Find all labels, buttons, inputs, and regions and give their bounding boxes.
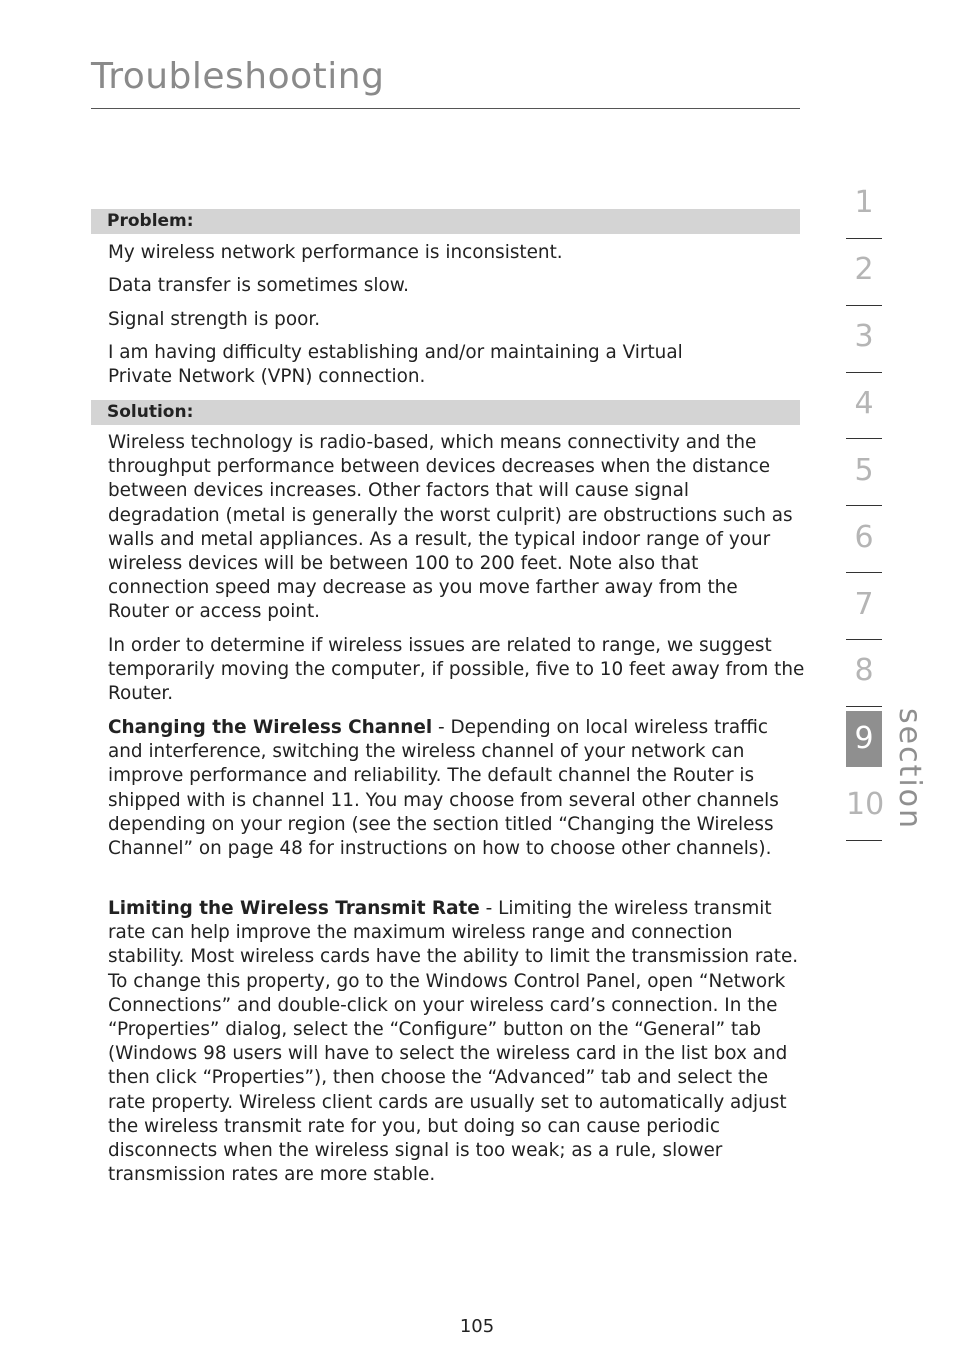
section-nav-divider [846,238,882,239]
transmit-rate-body: - Limiting the wireless transmit rate can help improve the maximum wireless range and connection stability. Most wireless cards have the ability to limit the transmission rate. To change this property, go to the Windows Control Panel, open “Network Connections” and double-click on your wireless card’s connection. In the “Properties” dialog, select the “Configure” button on the “General” tab (Windows 98 users will have to select the wireless card in the list box and then click “Properties”), then choose the “Advanced” tab and select the rate property. Wireless client cards are usually set to automatically adjust the wireless transmit rate for you, but doing so can cause periodic disconnects when the wireless signal is too weak; as a rule, slower transmission rates are more stable. [108,898,799,1186]
section-nav-9-active[interactable] [846,711,882,767]
problem-band [91,209,800,234]
problem-line: I am having difficulty establishing and/or maintaining a Virtual Private Network (VPN) connection. [108,342,683,388]
section-nav-divider [846,438,882,439]
solution-paragraph-2: In order to determine if wireless issues are related to range, we suggest temporarily moving the computer, if possible, five to 10 feet away from the Router. [108,635,805,705]
section-nav-divider [846,372,882,373]
transmit-rate-paragraph [108,897,808,1187]
section-nav-9-label: 9 [854,721,874,756]
section-nav-8[interactable]: 8 [854,653,874,688]
section-nav-2[interactable]: 2 [854,252,874,287]
problem-line: Data transfer is sometimes slow. [108,275,409,296]
section-nav-divider [846,639,882,640]
section-nav-divider [846,706,882,707]
transmit-rate-heading: Limiting the Wireless Transmit Rate [108,898,480,919]
section-label-text: section [892,708,927,831]
changing-channel-body: - Depending on local wireless traffic and interference, switching the wireless channel of your network can improve performance and reliability. The default channel the Router is shipped with is channel 11. You may choose from several other channels depending on your region (see the section titled “Changing the Wireless Channel” on page 48 for instructions on how to choose other channels). [108,717,779,860]
solution-label: Solution: [107,402,194,422]
section-nav-divider [846,305,882,306]
page-title: Troubleshooting [91,56,385,97]
changing-channel-heading: Changing the Wireless Channel [108,717,433,738]
title-divider [91,108,800,109]
section-nav-5[interactable]: 5 [854,453,874,488]
page-number: 105 [459,1316,495,1337]
section-nav-divider [846,840,882,841]
section-nav-4[interactable]: 4 [854,386,874,421]
problem-label: Problem: [107,211,194,231]
section-vertical-label [892,708,936,831]
solution-band [91,400,800,425]
changing-channel-paragraph [108,716,798,861]
section-nav-10[interactable]: 10 [846,787,885,822]
section-nav-divider [846,505,882,506]
section-nav-divider [846,572,882,573]
problem-line: My wireless network performance is inconsistent. [108,242,563,263]
solution-paragraph-1: Wireless technology is radio-based, which means connectivity and the throughput performance between devices decreases when the distance between devices increases. Other factors that will cause signal degradation (metal is generally the worst culprit) are obstructions such as walls and metal appliances. As a result, the typical indoor range of your wireless devices will be between 100 to 200 feet. Note also that connection speed may decrease as you move farther away from the Router or access point. [108,432,793,623]
problem-line: Signal strength is poor. [108,309,321,330]
section-nav-3[interactable]: 3 [854,319,874,354]
section-nav-1[interactable]: 1 [854,185,874,220]
section-nav-7[interactable]: 7 [854,587,874,622]
section-nav-6[interactable]: 6 [854,520,874,555]
